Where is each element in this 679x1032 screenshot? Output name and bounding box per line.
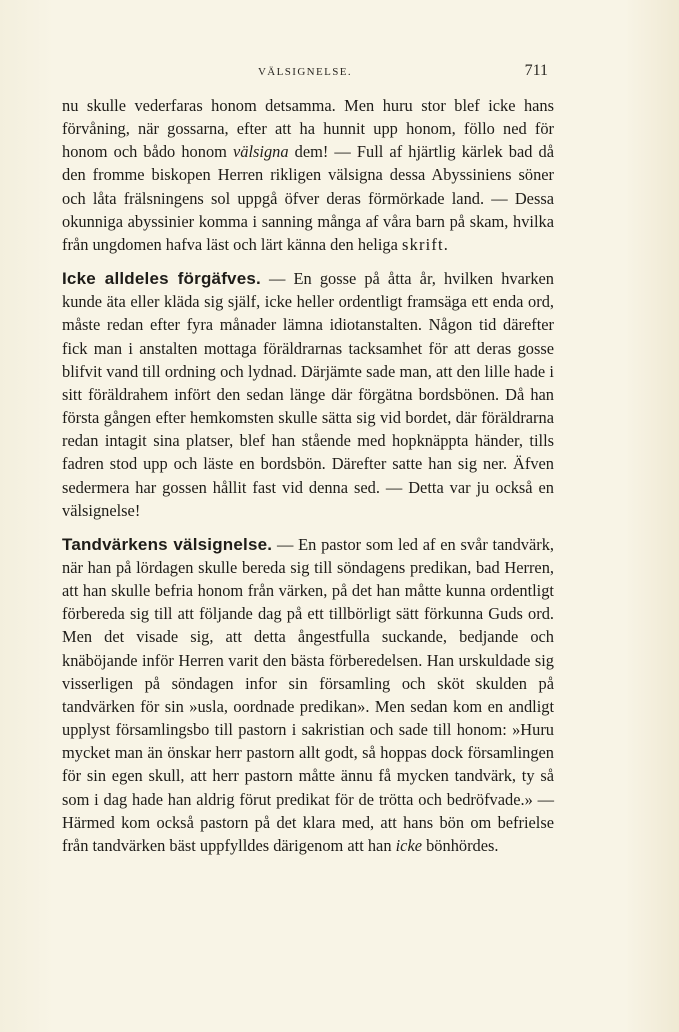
paragraph-text: — En gosse på åtta år, hvilken hvarken kunde äta eller kläda sig själf, icke heller ordentligt framsäga ett enda ord, måste redan efter fyra månader lämna idiotanstalten. Någon tid därefter fick man i anstalten mottaga föräldrarnas tacksamhet för att deras gosse blifvit vand till ordning och lydnad. Därjämte sade man, att den lille hade i sitt föräldrahem infört den sedan länge där förgätna bordsbönen. Då han första gången efter hemkomsten skulle sätta sig vid bordet, där föräldrarna redan intagit sina platser, blef han stående med hopknäppta händer, tills fadren stod upp och läste en bordsbön. Därefter satte han sig ner. Äfven sedermera har gossen hållit fast vid denna sed. — Detta var ju också en välsignelse! bbox=[62, 269, 554, 520]
emphasis-text: icke bbox=[395, 835, 423, 855]
running-head: VÄLSIGNELSE. bbox=[257, 66, 353, 78]
paragraph-text: — En pastor som led af en svår tandvärk, när han på lördagen skulle bereda sig till söndagens predikan, bad Herren, att han skulle befria honom från värken, på det han måtte kunna ordentligt förbereda sig till att följande dag på ett tillbörligt sätt förkunna Guds ord. Men det visade sig, att detta ångestfulla suckande, bedjande och knäböjande inför Herren varit den bästa förberedelsen. Han urskuldade sig visserligen på söndagen infor sin församling och sköt skulden på tandvärken för sin »usla, oordnade predikan». Men sedan kom en andligt upplyst församlingsbo till pastorn i sakristian och sade till honom: »Huru mycket man än önskar herr pastorn allt godt, så hoppas dock församlingen för sin egen skull, att herr pastorn måtte ännu få mycken tandvärk, ty så som i dag hade han aldrig förut predikat för de trötta och bedröfvade.» — Härmed kom också pastorn på det klara med, att hans bön om befrielse från tandvärken bäst uppfylldes därigenom att han bbox=[62, 534, 554, 855]
paragraph-text: bönhördes. bbox=[422, 835, 499, 855]
paragraph-text: nu skulle vederfaras honom detsamma. Men huru stor blef icke hans förvåning, när gossarna, efter att ha hunnit upp honom, föllo ned för honom och bådo honom bbox=[62, 96, 554, 162]
paragraph-not-in-vain bbox=[62, 267, 554, 522]
page-number: 711 bbox=[524, 62, 548, 79]
body-text bbox=[62, 94, 554, 857]
section-heading: Icke alldeles förgäfves. bbox=[62, 269, 261, 289]
emphasis-text: välsigna bbox=[233, 142, 289, 162]
section-heading: Tandvärkens välsignelse. bbox=[62, 534, 273, 554]
paragraph-abyssinians bbox=[62, 94, 554, 256]
page-header bbox=[62, 62, 548, 84]
spaced-text: skrift. bbox=[401, 234, 450, 254]
paragraph-text: dem! — Full af hjärtlig kärlek bad då den fromme biskopen Herren rikligen välsigna dessa Abyssiniens söner och låta frälsningens sol uppgå öfver deras förmörkade land. — Dessa okunniga abyssinier komma i sanning många af våra barn på skam, hvilka från ungdomen hafva läst och lärt känna den heliga bbox=[62, 142, 554, 254]
paragraph-toothache bbox=[62, 533, 554, 857]
